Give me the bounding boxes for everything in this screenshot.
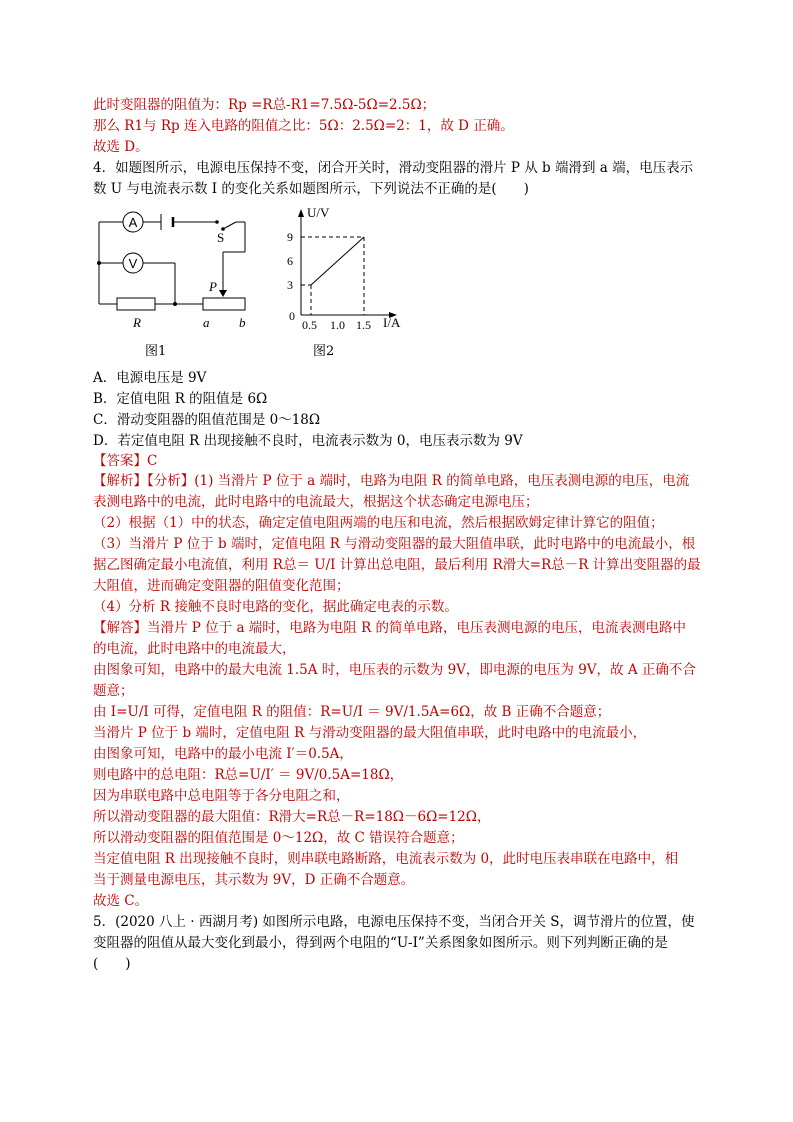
analysis-line-1: 【解析】【分析】(1) 当滑片 P 位于 a 端时，电路为电阻 R 的简单电路，电压表测电源的电压，电流 — [93, 473, 690, 489]
circuit-figure — [93, 205, 268, 365]
q5-stem-line-1: 5．(2020 八上 · 西湖月考) 如图所示电路，电源电压保持不变，当闭合开关 S，调节滑片的位置，使 — [93, 914, 695, 930]
ui-graph-figure — [275, 205, 425, 365]
solution-line-14: 故选 C。 — [93, 893, 149, 909]
solution-line-11: 所以滑动变阻器的阻值范围是 0～12Ω，故 C 错误符合题意； — [93, 830, 464, 846]
solution-line-2: 的电流，此时电路中的电流最大， — [93, 641, 296, 657]
analysis-line-4: （3）当滑片 P 位于 b 端时，定值电阻 R 与滑动变阻器的最大阻值串联，此时电路中的电流最小，根 — [93, 536, 696, 552]
y-tick-9: 9 — [287, 230, 293, 244]
switch-label: S — [217, 230, 225, 245]
solution-line-6: 当滑片 P 位于 b 端时，定值电阻 R 与滑动变阻器的最大阻值串联，此时电路中的电流最小， — [93, 725, 647, 741]
solution-line-8: 则电路中的总电阻：R总=U/I′ ＝ 9V/0.5A=18Ω， — [93, 767, 404, 783]
slider-label: P — [209, 279, 217, 294]
analysis-line-3: （2）根据（1）中的状态，确定定值电阻两端的电压和电流，然后根据欧姆定律计算它的阻值； — [93, 515, 664, 531]
prev-solution-line-2: 那么 R1与 Rp 连入电路的阻值之比：5Ω：2.5Ω=2：1，故 D 正确。 — [93, 118, 514, 134]
analysis-line-5: 据乙图确定最小电流值，利用 R总＝ U/I 计算出总电阻，最后利用 R滑大=R总－R 计算出变阻器的最 — [93, 557, 701, 573]
x-tick-1-0: 1.0 — [330, 318, 345, 332]
q4-stem-line-1: 4．如题图所示，电源电压保持不变，闭合开关时，滑动变阻器的滑片 P 从 b 端滑到 a 端，电压表示 — [93, 160, 694, 176]
ammeter-label: A — [128, 215, 138, 230]
solution-line-9: 因为串联电路中总电阻等于各分电阻之和， — [93, 788, 350, 804]
solution-line-3: 由图象可知，电路中的最大电流 1.5A 时，电压表的示数为 9V，即电源的电压为 9V，故 A 正确不合 — [93, 662, 696, 678]
figure-2-caption: 图2 — [313, 344, 335, 359]
solution-line-4: 题意； — [93, 683, 134, 699]
q5-stem-line-3: ( ) — [93, 956, 131, 972]
solution-line-7: 由图象可知，电路中的最小电流 I′＝0.5A， — [93, 746, 353, 762]
end-a-label: a — [203, 315, 210, 330]
answer-line: 【答案】C — [93, 453, 158, 469]
end-b-label: b — [239, 315, 246, 330]
solution-line-1: 【解答】当滑片 P 位于 a 端时，电路为电阻 R 的简单电路，电压表测电源的电压，电流表测电路中 — [93, 620, 687, 636]
resistor-label: R — [133, 315, 141, 330]
figure-1-caption: 图1 — [145, 344, 167, 359]
prev-solution-line-1: 此时变阻器的阻值为：Rp =R总-R1=7.5Ω-5Ω=2.5Ω； — [93, 97, 436, 113]
x-tick-0-5: 0.5 — [302, 318, 317, 332]
option-c: C．滑动变阻器的阻值范围是 0～18Ω — [93, 412, 321, 428]
solution-line-10: 所以滑动变阻器的最大阻值：R滑大=R总－R=18Ω－6Ω=12Ω， — [93, 809, 491, 825]
y-tick-3: 3 — [287, 278, 293, 292]
ui-line — [311, 237, 364, 285]
origin-label: 0 — [289, 309, 295, 323]
option-a: A．电源电压是 9V — [93, 370, 207, 386]
x-tick-1-5: 1.5 — [356, 318, 371, 332]
q5-stem-line-2: 变阻器的阻值从最大变化到最小，得到两个电阻的“U-I”关系图象如图所示。则下列判断正确的是 — [93, 935, 668, 951]
solution-line-5: 由 I=U/I 可得，定值电阻 R 的阻值：R=U/I ＝ 9V/1.5A=6Ω，故 B 正确不合题意； — [93, 704, 611, 720]
analysis-line-6: 大阻值，进而确定变阻器的阻值变化范围； — [93, 578, 350, 594]
voltmeter-label: V — [128, 256, 138, 271]
x-axis-label: I/A — [383, 315, 401, 330]
y-axis-label: U/V — [307, 205, 330, 220]
q4-stem-line-2: 数 U 与电流表示数 I 的变化关系如题图所示，下列说法不正确的是( ) — [93, 181, 529, 197]
analysis-line-2: 表测电路中的电流，此时电路中的电流最大，根据这个状态确定电源电压； — [93, 494, 539, 510]
prev-solution-line-3: 故选 D。 — [93, 139, 149, 155]
solution-line-13: 当于测量电源电压，其示数为 9V，D 正确不合题意。 — [93, 872, 415, 888]
y-tick-6: 6 — [287, 254, 293, 268]
solution-line-12: 当定值电阻 R 出现接触不良时，则串联电路断路，电流表示数为 0，此时电压表串联在电路中，相 — [93, 851, 679, 867]
option-b: B．定值电阻 R 的阻值是 6Ω — [93, 391, 268, 407]
option-d: D．若定值电阻 R 出现接触不良时，电流表示数为 0，电压表示数为 9V — [93, 433, 523, 449]
analysis-line-7: （4）分析 R 接触不良时电路的变化，据此确定电表的示数。 — [93, 599, 458, 615]
